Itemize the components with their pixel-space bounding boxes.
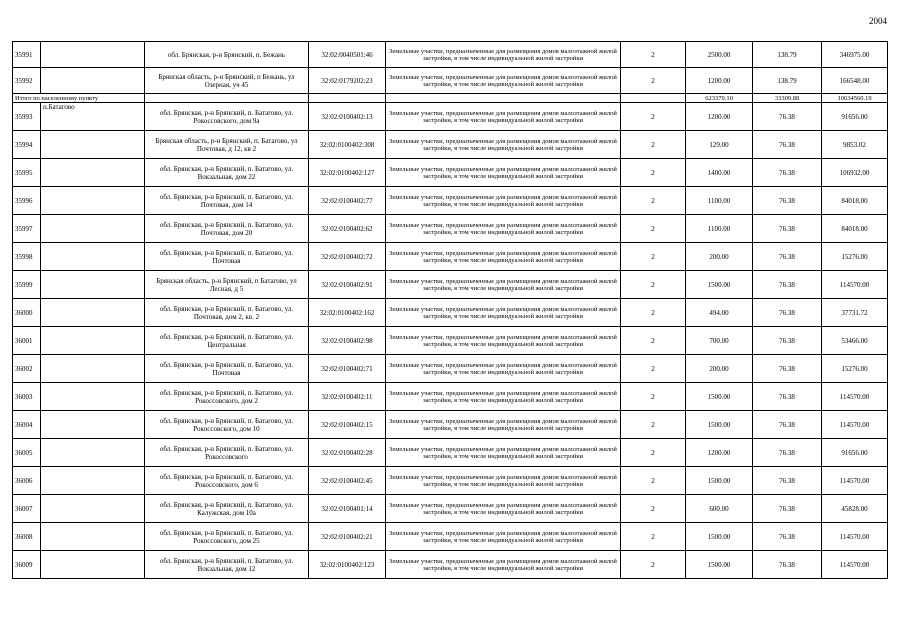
land-use-cell: Земельные участки, предназначенные для размещения домов малоэтажной жилой застройки, в том числе индивидуальной жилой застройки: [386, 271, 621, 299]
area-cell: 2500.00: [686, 42, 753, 68]
area-cell: 1500.00: [686, 383, 753, 411]
unit-price-cell: 76.38: [753, 271, 822, 299]
cadastral-value-cell: 114570.00: [822, 411, 888, 439]
area-cell: 200.00: [686, 355, 753, 383]
unit-price-cell: 76.38: [753, 187, 822, 215]
subtotal-value: 10634560.19: [822, 94, 888, 103]
cadastral-value-table: [12, 41, 888, 579]
area-cell: 1200.00: [686, 68, 753, 94]
area-cell: 1100.00: [686, 187, 753, 215]
cadastral-number-cell: 32:02:0100402:123: [309, 551, 386, 579]
group-cell: 2: [621, 327, 686, 355]
locality-cell: [41, 243, 145, 271]
area-cell: 1400.00: [686, 159, 753, 187]
table-row: [13, 299, 888, 327]
address-cell: обл. Брянская, р-н Брянский, п. Батагово, ул. Рокоссовского: [145, 439, 309, 467]
table-row: [13, 523, 888, 551]
row-id: 36007: [13, 495, 41, 523]
locality-cell: [41, 299, 145, 327]
land-use-cell: Земельные участки, предназначенные для размещения домов малоэтажной жилой застройки, в том числе индивидуальной жилой застройки: [386, 551, 621, 579]
cadastral-number-cell: 32:02:0100402:308: [309, 131, 386, 159]
row-id: 36001: [13, 327, 41, 355]
unit-price-cell: 76.38: [753, 495, 822, 523]
table-row: [13, 355, 888, 383]
cadastral-number-cell: 32:02:0040501:46: [309, 42, 386, 68]
group-cell: 2: [621, 411, 686, 439]
row-id: 36008: [13, 523, 41, 551]
group-cell: 2: [621, 355, 686, 383]
land-use-cell: Земельные участки, предназначенные для размещения домов малоэтажной жилой застройки, в том числе индивидуальной жилой застройки: [386, 131, 621, 159]
cadastral-number-cell: 32:02:0100402:21: [309, 523, 386, 551]
row-id: 35999: [13, 271, 41, 299]
locality-cell: [41, 495, 145, 523]
cadastral-value-cell: 53466.00: [822, 327, 888, 355]
table-row: [13, 551, 888, 579]
area-cell: 1500.00: [686, 467, 753, 495]
row-id: 35998: [13, 243, 41, 271]
locality-cell: [41, 355, 145, 383]
cadastral-number-cell: 32:02:0100402:98: [309, 327, 386, 355]
cadastral-value-cell: 84018.00: [822, 187, 888, 215]
unit-price-cell: 76.38: [753, 439, 822, 467]
group-cell: 2: [621, 103, 686, 131]
group-cell: 2: [621, 467, 686, 495]
table-row: [13, 243, 888, 271]
address-cell: Брянская область, р-н Брянский, п Батагово, ул Лесная, д 5: [145, 271, 309, 299]
cadastral-value-cell: 106932.00: [822, 159, 888, 187]
cadastral-value-cell: 15276.00: [822, 355, 888, 383]
group-cell: 2: [621, 131, 686, 159]
table-row: [13, 103, 888, 131]
land-use-cell: Земельные участки, предназначенные для размещения домов малоэтажной жилой застройки, в том числе индивидуальной жилой застройки: [386, 68, 621, 94]
area-cell: 129.00: [686, 131, 753, 159]
locality-cell: [41, 68, 145, 94]
cadastral-number-cell: 32:02:0100402:62: [309, 215, 386, 243]
address-cell: обл. Брянская, р-н Брянский, п. Батагово, ул. Почтовая: [145, 243, 309, 271]
group-cell: 2: [621, 551, 686, 579]
land-use-cell: Земельные участки, предназначенные для размещения домов малоэтажной жилой застройки, в том числе индивидуальной жилой застройки: [386, 467, 621, 495]
cadastral-value-cell: 114570.00: [822, 271, 888, 299]
row-id: 36009: [13, 551, 41, 579]
land-use-cell: Земельные участки, предназначенные для размещения домов малоэтажной жилой застройки, в том числе индивидуальной жилой застройки: [386, 243, 621, 271]
cadastral-value-cell: 114570.00: [822, 467, 888, 495]
locality-cell: [41, 439, 145, 467]
locality-cell: [41, 131, 145, 159]
table-row: [13, 383, 888, 411]
cadastral-value-cell: 166548.00: [822, 68, 888, 94]
unit-price-cell: 138.79: [753, 68, 822, 94]
subtotal-label: Итого по населенному пункту: [13, 94, 145, 103]
unit-price-cell: 76.38: [753, 299, 822, 327]
table-row: [13, 68, 888, 94]
land-use-cell: Земельные участки, предназначенные для размещения домов малоэтажной жилой застройки, в том числе индивидуальной жилой застройки: [386, 439, 621, 467]
group-cell: 2: [621, 159, 686, 187]
table-row: [13, 495, 888, 523]
land-use-cell: Земельные участки, предназначенные для размещения домов малоэтажной жилой застройки, в том числе индивидуальной жилой застройки: [386, 187, 621, 215]
unit-price-cell: 76.38: [753, 131, 822, 159]
unit-price-cell: 76.38: [753, 411, 822, 439]
group-cell: 2: [621, 42, 686, 68]
address-cell: обл. Брянская, р-н Брянский, п. Батагово, ул. Почтовая, дом 14: [145, 187, 309, 215]
land-use-cell: Земельные участки, предназначенные для размещения домов малоэтажной жилой застройки, в том числе индивидуальной жилой застройки: [386, 103, 621, 131]
unit-price-cell: 76.38: [753, 159, 822, 187]
locality-cell: [41, 159, 145, 187]
row-id: 35996: [13, 187, 41, 215]
table-row: [13, 187, 888, 215]
address-cell: обл. Брянская, р-н Брянский, п. Батагово, ул. Почтовая, дом 2, кв. 2: [145, 299, 309, 327]
cadastral-number-cell: 32:02:0100402:15: [309, 411, 386, 439]
unit-price-cell: 76.38: [753, 243, 822, 271]
group-cell: 2: [621, 68, 686, 94]
row-id: 35997: [13, 215, 41, 243]
address-cell: обл. Брянская, р-н Брянский, п. Батагово, ул. Почтовая: [145, 355, 309, 383]
area-cell: 1200.00: [686, 103, 753, 131]
group-cell: 2: [621, 243, 686, 271]
address-cell: обл. Брянская, р-н Брянский, п. Батагово, ул. Рокоссовского, дом 2: [145, 383, 309, 411]
table-row: [13, 215, 888, 243]
table-row: [13, 467, 888, 495]
subtotal-price: 33309.88: [753, 94, 822, 103]
row-id: 35993: [13, 103, 41, 131]
land-use-cell: Земельные участки, предназначенные для размещения домов малоэтажной жилой застройки, в том числе индивидуальной жилой застройки: [386, 523, 621, 551]
cadastral-number-cell: 32:02:0100402:11: [309, 383, 386, 411]
cadastral-value-cell: 346975.00: [822, 42, 888, 68]
land-use-cell: Земельные участки, предназначенные для размещения домов малоэтажной жилой застройки, в том числе индивидуальной жилой застройки: [386, 355, 621, 383]
land-use-cell: Земельные участки, предназначенные для размещения домов малоэтажной жилой застройки, в том числе индивидуальной жилой застройки: [386, 215, 621, 243]
unit-price-cell: 76.38: [753, 215, 822, 243]
address-cell: обл. Брянская, р-н Брянский, п. Батагово, ул. Калужская, дом 10а: [145, 495, 309, 523]
group-cell: 2: [621, 299, 686, 327]
group-cell: 2: [621, 523, 686, 551]
table-row: [13, 327, 888, 355]
subtotal-row: [13, 94, 888, 103]
locality-cell: [41, 467, 145, 495]
row-id: 35992: [13, 68, 41, 94]
unit-price-cell: 138.79: [753, 42, 822, 68]
cadastral-value-cell: 84018.00: [822, 215, 888, 243]
group-cell: 2: [621, 495, 686, 523]
cadastral-number-cell: 32:02:0100402:71: [309, 355, 386, 383]
address-cell: обл. Брянская, р-н Брянский, п. Батагово, ул. Почтовая, дом 20: [145, 215, 309, 243]
address-cell: Брянская область, р-н Брянский, п. Батагово, ул Почтовая, д 12, кв 2: [145, 131, 309, 159]
area-cell: 494.00: [686, 299, 753, 327]
cadastral-number-cell: 32:02:0100402:28: [309, 439, 386, 467]
group-cell: 2: [621, 439, 686, 467]
table-row: [13, 271, 888, 299]
cadastral-number-cell: 32:02:0100402:72: [309, 243, 386, 271]
table-row: [13, 42, 888, 68]
cadastral-value-cell: 114570.00: [822, 523, 888, 551]
row-id: 35991: [13, 42, 41, 68]
area-cell: 1500.00: [686, 551, 753, 579]
area-cell: 1500.00: [686, 411, 753, 439]
address-cell: обл. Брянская, р-н Брянский, п. Батагово, ул. Рокоссовского, дом 6: [145, 467, 309, 495]
address-cell: Брянская область, р-н Брянский, п Бежань, ул Озерная, уч 45: [145, 68, 309, 94]
address-cell: обл. Брянская, р-н Брянский, п. Батагово, ул. Рокоссовского, дом 9а: [145, 103, 309, 131]
row-id: 35995: [13, 159, 41, 187]
unit-price-cell: 76.38: [753, 103, 822, 131]
row-id: 36005: [13, 439, 41, 467]
unit-price-cell: 76.38: [753, 523, 822, 551]
land-use-cell: Земельные участки, предназначенные для размещения домов малоэтажной жилой застройки, в том числе индивидуальной жилой застройки: [386, 383, 621, 411]
address-cell: обл. Брянская, р-н Брянский, п. Батагово, ул. Рокоссовского, дом 10: [145, 411, 309, 439]
subtotal-empty-cadastral: [309, 94, 386, 103]
cadastral-number-cell: 32:02:0100402:127: [309, 159, 386, 187]
cadastral-value-cell: 37731.72: [822, 299, 888, 327]
subtotal-empty-use: [386, 94, 621, 103]
locality-cell: [41, 42, 145, 68]
subtotal-empty-address: [145, 94, 309, 103]
area-cell: 700.00: [686, 327, 753, 355]
area-cell: 1500.00: [686, 523, 753, 551]
subtotal-area: 623370.10: [686, 94, 753, 103]
cadastral-value-cell: 114570.00: [822, 383, 888, 411]
land-use-cell: Земельные участки, предназначенные для размещения домов малоэтажной жилой застройки, в том числе индивидуальной жилой застройки: [386, 42, 621, 68]
locality-cell: [41, 187, 145, 215]
locality-cell: [41, 551, 145, 579]
land-use-cell: Земельные участки, предназначенные для размещения домов малоэтажной жилой застройки, в том числе индивидуальной жилой застройки: [386, 411, 621, 439]
area-cell: 1500.00: [686, 271, 753, 299]
cadastral-value-cell: 91656.00: [822, 439, 888, 467]
address-cell: обл. Брянская, р-н Брянский, п. Батагово, ул. Вокзальная, дом 12: [145, 551, 309, 579]
cadastral-number-cell: 32:02:0100402:45: [309, 467, 386, 495]
row-id: 36004: [13, 411, 41, 439]
locality-cell: [41, 215, 145, 243]
cadastral-number-cell: 32:02:0100402:77: [309, 187, 386, 215]
unit-price-cell: 76.38: [753, 327, 822, 355]
land-use-cell: Земельные участки, предназначенные для размещения домов малоэтажной жилой застройки, в том числе индивидуальной жилой застройки: [386, 495, 621, 523]
land-use-cell: Земельные участки, предназначенные для размещения домов малоэтажной жилой застройки, в том числе индивидуальной жилой застройки: [386, 159, 621, 187]
cadastral-number-cell: 32:02:0100401:14: [309, 495, 386, 523]
address-cell: обл. Брянская, р-н Брянский, п. Бежань: [145, 42, 309, 68]
locality-cell: [41, 383, 145, 411]
address-cell: обл. Брянская, р-н Брянский, п. Батагово, ул. Центральная: [145, 327, 309, 355]
row-id: 35994: [13, 131, 41, 159]
locality-cell: [41, 327, 145, 355]
group-cell: 2: [621, 271, 686, 299]
cadastral-number-cell: 32:02:0100402:13: [309, 103, 386, 131]
cadastral-number-cell: 32:02:0100402:91: [309, 271, 386, 299]
unit-price-cell: 76.38: [753, 467, 822, 495]
area-cell: 1100.00: [686, 215, 753, 243]
table-row: [13, 411, 888, 439]
locality-cell: [41, 523, 145, 551]
unit-price-cell: 76.38: [753, 355, 822, 383]
group-cell: 2: [621, 215, 686, 243]
table-row: [13, 439, 888, 467]
row-id: 36002: [13, 355, 41, 383]
group-cell: 2: [621, 187, 686, 215]
area-cell: 200.00: [686, 243, 753, 271]
locality-cell: [41, 271, 145, 299]
group-cell: 2: [621, 383, 686, 411]
locality-cell: [41, 411, 145, 439]
area-cell: 600.00: [686, 495, 753, 523]
land-use-cell: Земельные участки, предназначенные для размещения домов малоэтажной жилой застройки, в том числе индивидуальной жилой застройки: [386, 299, 621, 327]
cadastral-value-cell: 91656.00: [822, 103, 888, 131]
subtotal-empty-group: [621, 94, 686, 103]
cadastral-value-cell: 9853.02: [822, 131, 888, 159]
page-number: 2004: [869, 16, 887, 26]
row-id: 36000: [13, 299, 41, 327]
cadastral-number-cell: 32:02:0100402:162: [309, 299, 386, 327]
address-cell: обл. Брянская, р-н Брянский, п. Батагово, ул. Рокоссовского, дом 25: [145, 523, 309, 551]
table-row: [13, 159, 888, 187]
cadastral-value-cell: 15276.00: [822, 243, 888, 271]
cadastral-number-cell: 32:02:0179202:23: [309, 68, 386, 94]
table-row: [13, 131, 888, 159]
area-cell: 1200.00: [686, 439, 753, 467]
row-id: 36006: [13, 467, 41, 495]
unit-price-cell: 76.38: [753, 383, 822, 411]
row-id: 36003: [13, 383, 41, 411]
unit-price-cell: 76.38: [753, 551, 822, 579]
cadastral-value-cell: 114570.00: [822, 551, 888, 579]
locality-cell: п.Батагово: [41, 103, 145, 131]
address-cell: обл. Брянская, р-н Брянский, п. Батагово, ул. Вокзальная, дом 22: [145, 159, 309, 187]
land-use-cell: Земельные участки, предназначенные для размещения домов малоэтажной жилой застройки, в том числе индивидуальной жилой застройки: [386, 327, 621, 355]
cadastral-value-cell: 45828.00: [822, 495, 888, 523]
